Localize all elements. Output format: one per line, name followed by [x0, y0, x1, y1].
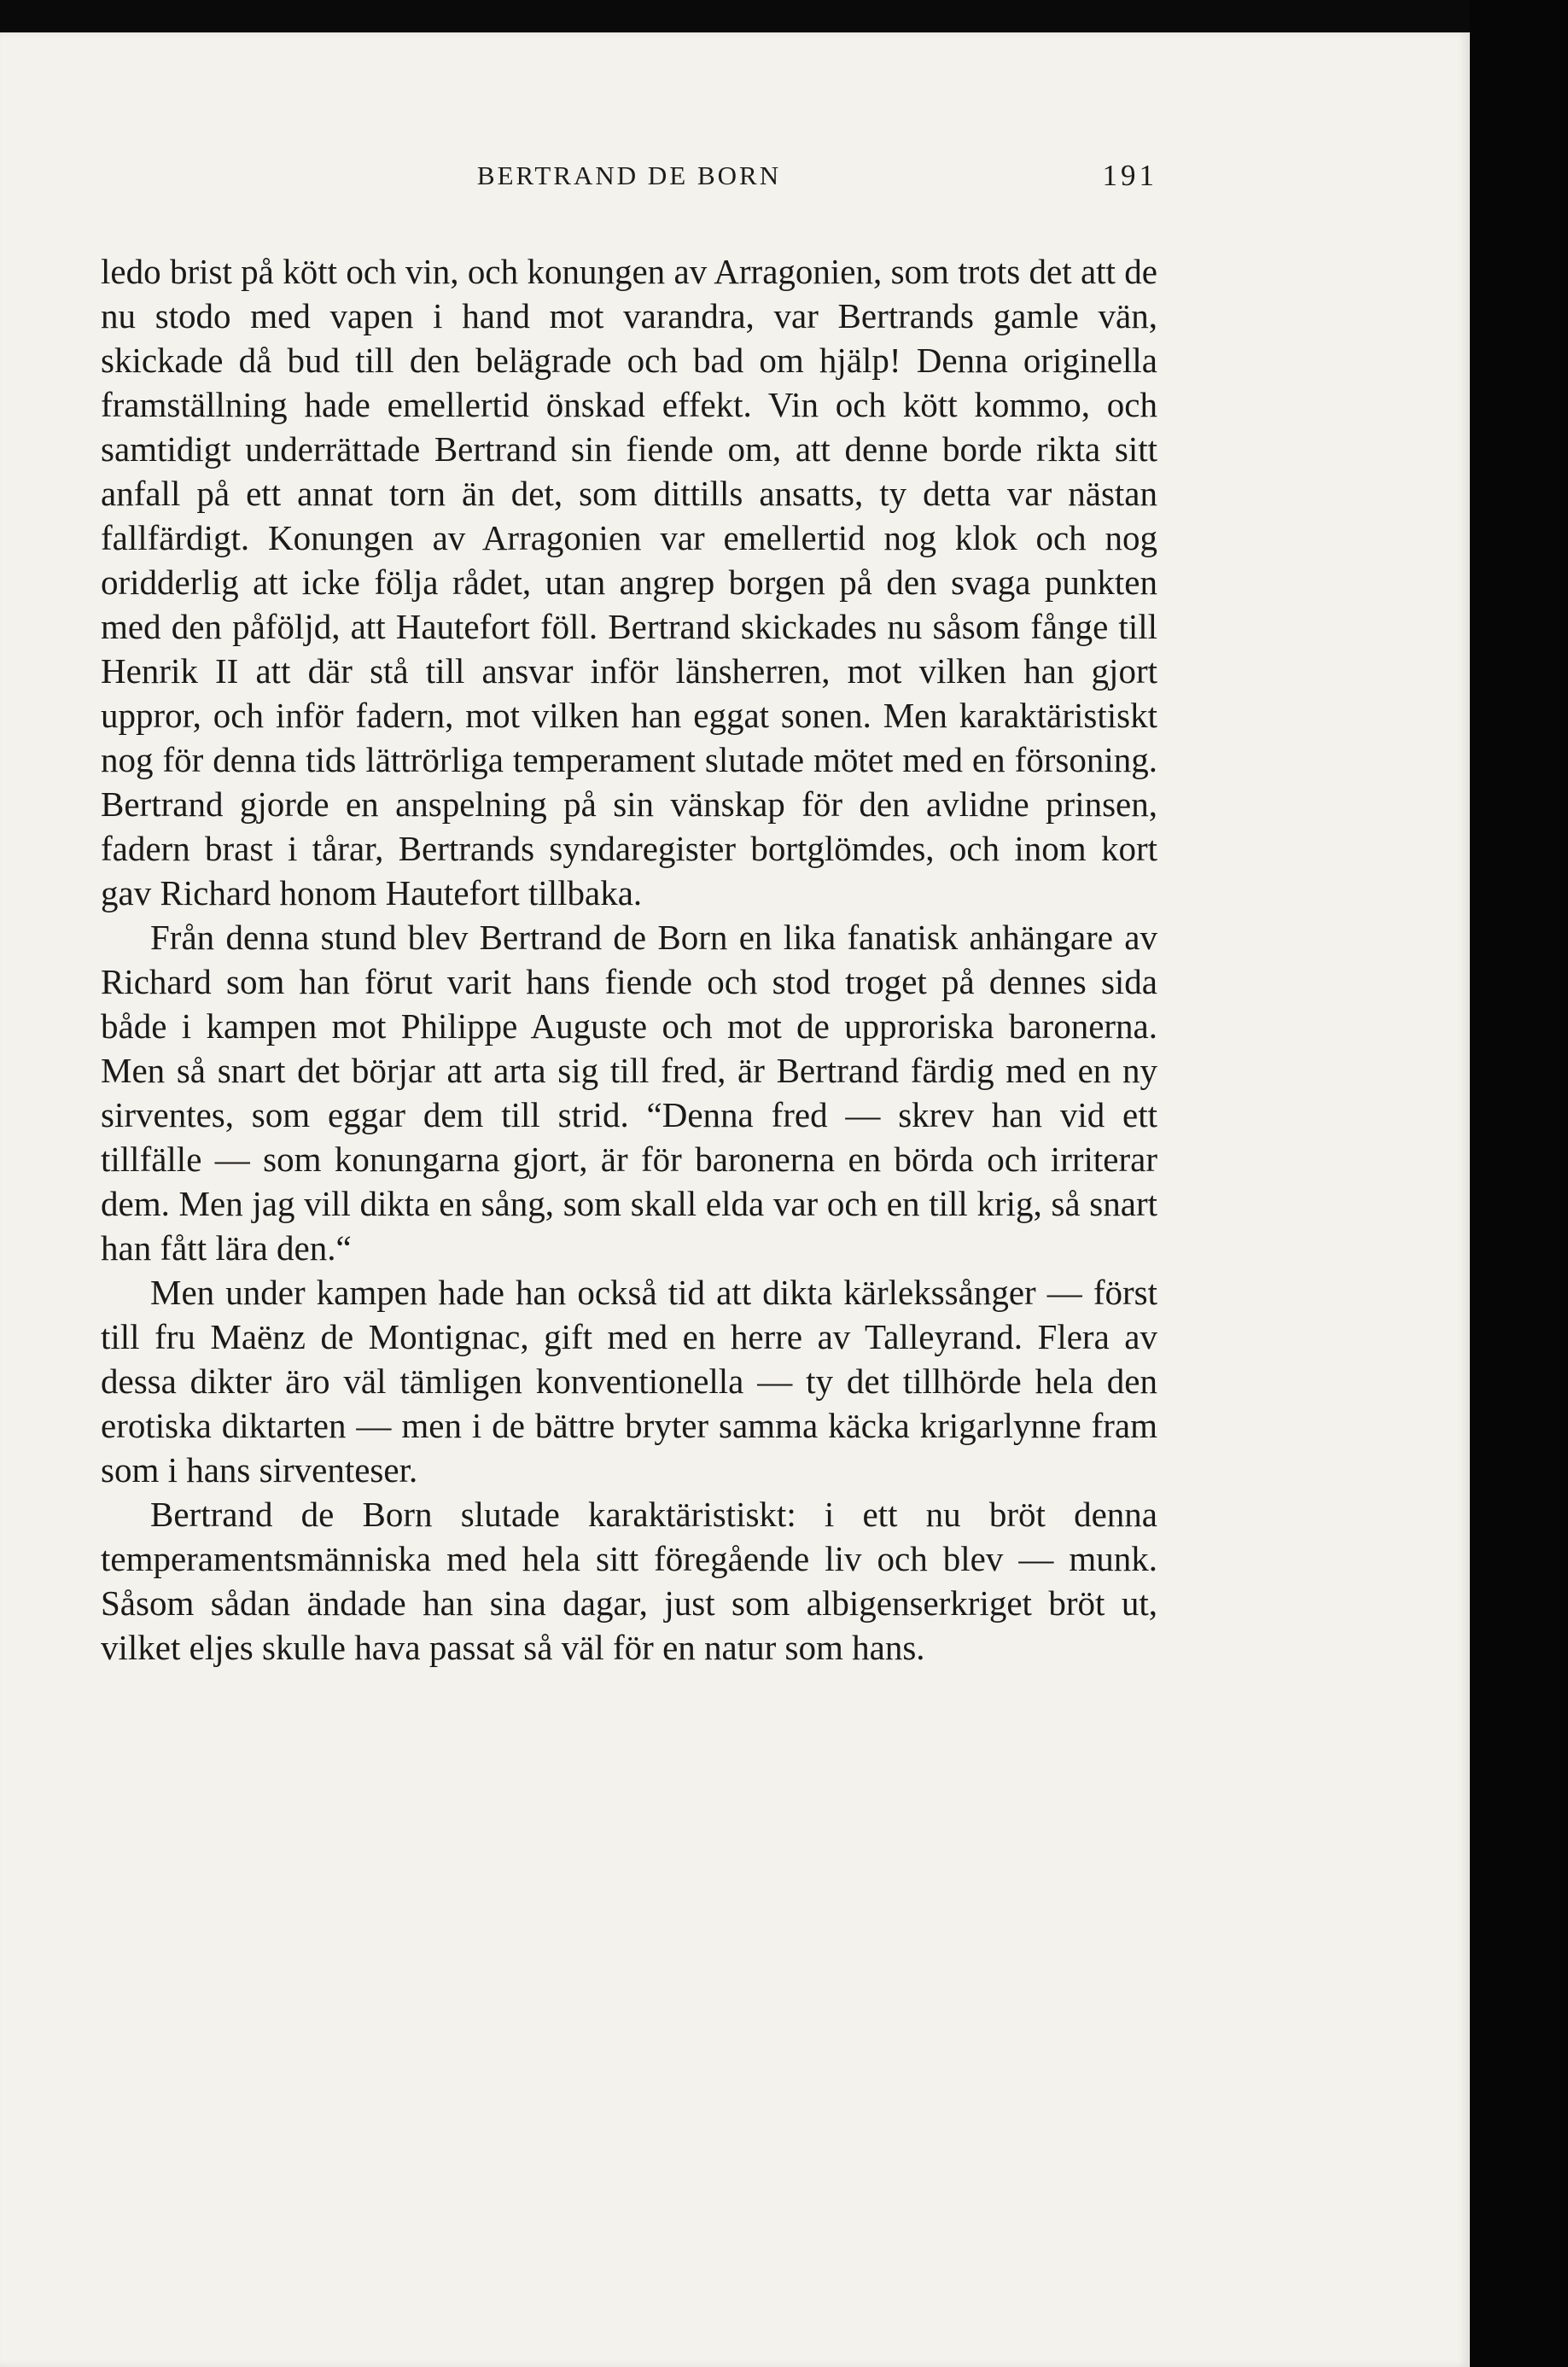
- paragraph: Från denna stund blev Bertrand de Born en lika fanatisk anhängare av Richard som han förut varit hans fiende och stod troget på dennes sida både i kampen mot Philippe Auguste och mot de upproriska baronerna. Men så snart det börjar att arta sig till fred, är Bertrand färdig med en ny sirventes, som eggar dem till strid. “Denna fred — skrev han vid ett tillfälle — som konungarna gjort, är för baronerna en börda och irriterar dem. Men jag vill dikta en sång, som skall elda var och en till krig, så snart han fått lära den.“: [101, 918, 1157, 1268]
- running-title: BERTRAND DE BORN: [476, 160, 782, 190]
- page-number: 191: [1102, 159, 1157, 192]
- paragraph: Men under kampen hade han också tid att dikta kärlekssånger — först till fru Maënz de Montignac, gift med en herre av Talleyrand. Flera av dessa dikter äro väl tämligen konventionella — ty det tillhörde hela den erotiska diktarten — men i de bättre bryter samma käcka krigarlynne fram som i hans sirventeser.: [101, 1273, 1157, 1490]
- running-head: [101, 150, 1157, 201]
- scan-border: [1470, 0, 1568, 2367]
- body-text: [101, 249, 1157, 1670]
- paragraph: ledo brist på kött och vin, och konungen av Arragonien, som trots det att de nu stodo med vapen i hand mot varandra, var Bertrands gamle vän, skickade då bud till den belägrade och bad om hjälp! Denna originella framställning hade emellertid önskad effekt. Vin och kött kommo, och samtidigt underrättade Bertrand sin fiende om, att denne borde rikta sitt anfall på ett annat torn än det, som dittills ansatts, ty detta var nästan fallfärdigt. Konungen av Arragonien var emellertid nog klok och nog oridderlig att icke följa rådet, utan angrep borgen på den svaga punkten med den påföljd, att Hautefort föll. Bertrand skickades nu såsom fånge till Henrik II att där stå till ansvar inför länsherren, mot vilken han gjort uppror, och inför fadern, mot vilken han eggat sonen. Men karaktäristiskt nog för denna tids lättrörliga temperament slutade mötet med en försoning. Bertrand gjorde en anspelning på sin vänskap för den avlidne prinsen, fadern brast i tårar, Bertrands syndaregister bortglömdes, och inom kort gav Richard honom Hautefort tillbaka.: [101, 252, 1157, 912]
- paragraph: Bertrand de Born slutade karaktäristiskt: i ett nu bröt denna temperamentsmänniska med hela sitt föregående liv och blev — munk. Såsom sådan ändade han sina dagar, just som albigenserkriget bröt ut, vilket eljes skulle hava passat så väl för en natur som hans.: [101, 1495, 1157, 1667]
